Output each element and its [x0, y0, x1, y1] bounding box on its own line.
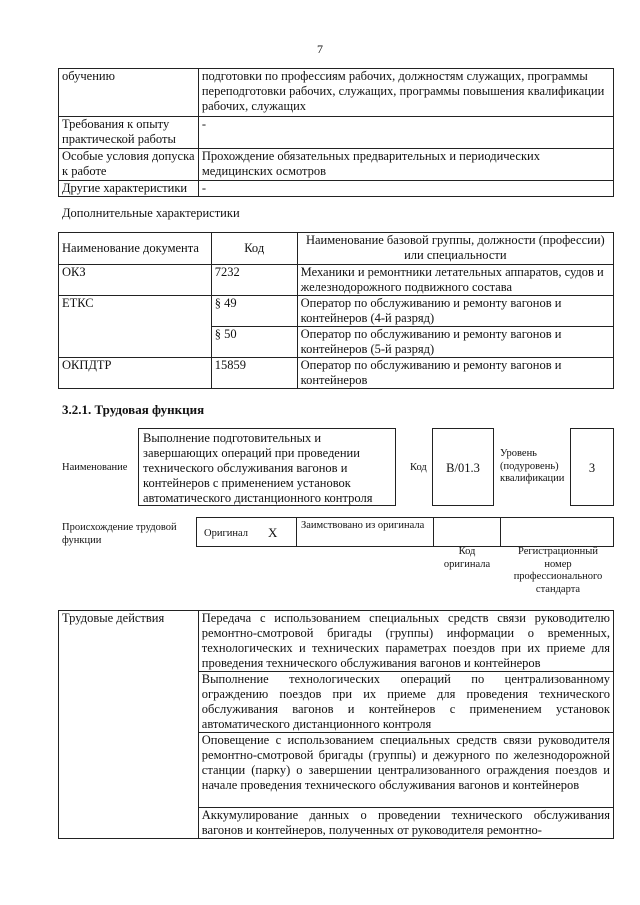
origin-divider — [296, 517, 297, 547]
table-row — [59, 611, 614, 672]
cell-name: Механики и ремонтники летательных аппаратов, судов и железнодорожного подвижного состава — [297, 265, 613, 296]
header-code: Код — [211, 233, 297, 265]
table-header-row — [59, 233, 614, 265]
table-row — [59, 358, 614, 389]
row-value: - — [198, 117, 613, 149]
cell-document: ОКЗ — [59, 265, 212, 296]
origin-divider — [500, 517, 501, 547]
row-value: подготовки по профессиям рабочих, должностям служащих, программы переподготовки рабочих, служащих, программы повышения квалификации рабочих, служащих — [198, 69, 613, 117]
header-name: Наименование базовой группы, должности (профессии) или специальности — [297, 233, 613, 265]
action-item: Выполнение технологических операций по централизованному ограждению поездов при их приеме для проведения технического обслуживания вагонов и контейнеров с применением установок автоматического дистанционного контроля — [198, 672, 613, 733]
page-number: 7 — [317, 42, 323, 56]
function-name-box — [138, 428, 396, 506]
row-label: Другие характеристики — [59, 181, 199, 197]
section-heading: 3.2.1. Трудовая функция — [62, 402, 205, 417]
table-row — [59, 117, 614, 149]
table-row — [59, 296, 614, 327]
action-item: Аккумулирование данных о проведении технического обслуживания вагонов и контейнеров, полученных от руководителя ремонтно- — [198, 808, 613, 839]
level-box — [570, 428, 614, 506]
borrowed-label: Заимствовано из оригинала — [301, 520, 425, 531]
level-value: 3 — [588, 461, 596, 475]
table-row — [59, 149, 614, 181]
function-name-value: Выполнение подготовительных и завершающих операций при проведении технического обслуживания вагонов и контейнеров с применением установок автоматического дистанционного контроля — [143, 431, 373, 505]
orig-code-caption: Код оригинала — [443, 546, 491, 570]
table-row — [59, 69, 614, 117]
row-label: Требования к опыту практической работы — [59, 117, 199, 149]
header-document: Наименование документа — [59, 233, 212, 265]
row-value: - — [198, 181, 613, 197]
original-mark: X — [268, 525, 278, 540]
code-value: B/01.3 — [446, 461, 480, 475]
action-item: Оповещение с использованием специальных средств связи руководителя ремонтно-смотровой бригады (группы) и дежурного по железнодорожной станции (парку) о завершении централизованного ограждения поездов и начале проведения технического обслуживания вагонов и контейнеров — [198, 733, 613, 808]
additional-characteristics-table — [58, 232, 614, 389]
table-row — [59, 265, 614, 296]
original-label: Оригинал — [204, 528, 248, 539]
cell-name: Оператор по обслуживанию и ремонту вагонов и контейнеров — [297, 358, 613, 389]
reg-number-caption: Регистрационный номер профессионального стандарта — [513, 546, 603, 595]
education-requirements-table — [58, 68, 614, 197]
cell-code: 7232 — [211, 265, 297, 296]
row-value: Прохождение обязательных предварительных и периодических медицинских осмотров — [198, 149, 613, 181]
cell-document: ОКПДТР — [59, 358, 212, 389]
cell-name: Оператор по обслуживанию и ремонту вагонов и контейнеров (4-й разряд) — [297, 296, 613, 327]
cell-name: Оператор по обслуживанию и ремонту вагонов и контейнеров (5-й разряд) — [297, 327, 613, 358]
origin-label: Происхождение трудовой функции — [62, 522, 177, 546]
labor-actions-table — [58, 610, 614, 839]
action-item: Передача с использованием специальных средств связи руководителю ремонтно-смотровой бригады (группы) информации о временных, технологических и технических параметрах поездов при их приеме для проведения технического обслуживания вагонов и контейнеров — [198, 611, 613, 672]
name-label: Наименование — [62, 462, 128, 473]
cell-code: 15859 — [211, 358, 297, 389]
cell-document: ЕТКС — [59, 296, 212, 358]
cell-code: § 49 — [211, 296, 297, 327]
row-label: обучению — [59, 69, 199, 117]
level-label: Уровень (подуровень) квалификации — [500, 448, 565, 484]
table-row — [59, 181, 614, 197]
code-label: Код — [410, 462, 427, 473]
code-box — [432, 428, 494, 506]
origin-divider — [433, 517, 434, 547]
actions-label: Трудовые действия — [59, 611, 199, 839]
cell-code: § 50 — [211, 327, 297, 358]
row-label: Особые условия допуска к работе — [59, 149, 199, 181]
additional-characteristics-title: Дополнительные характеристики — [62, 206, 240, 220]
